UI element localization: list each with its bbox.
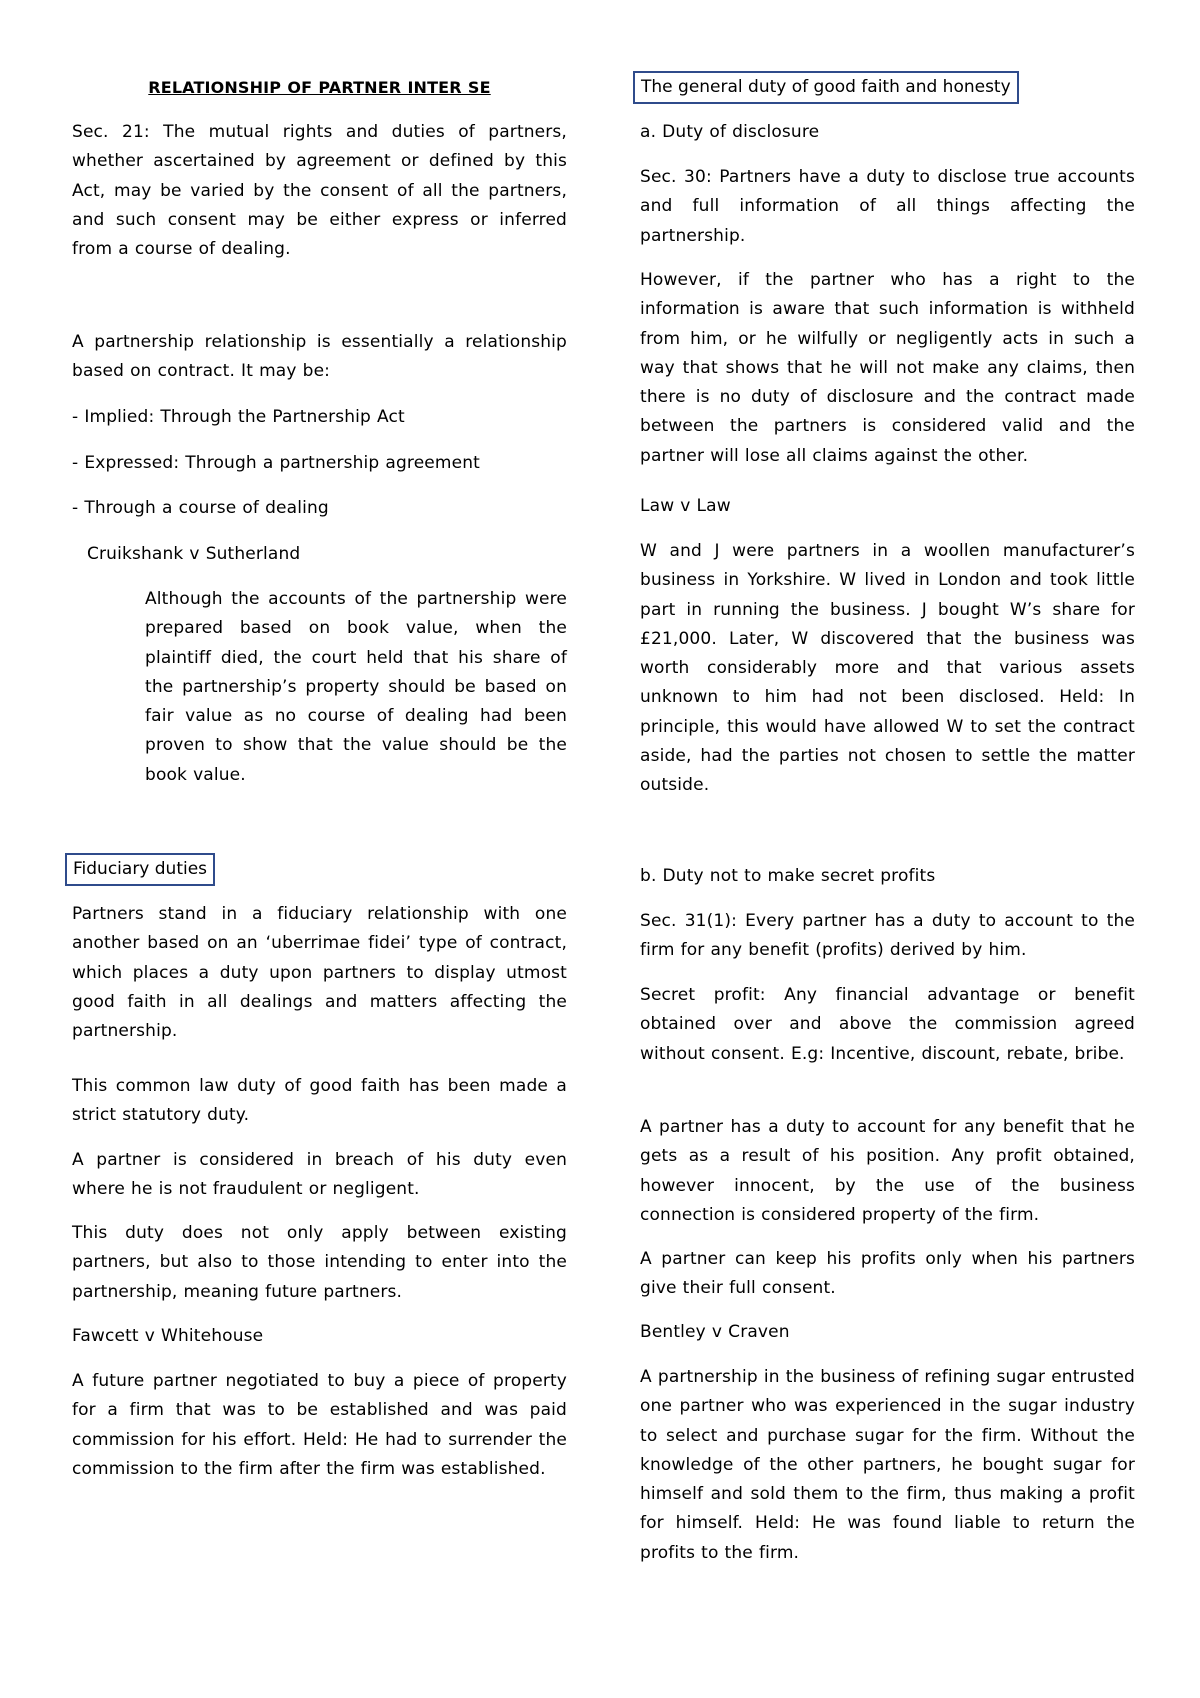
good-faith-heading: The general duty of good faith and honesty xyxy=(633,71,1019,104)
case-text-law-v-law: W and J were partners in a woollen manufacturer’s business in Yorkshire. W lived in London and took little part in running the business. J bought W’s share for £21,000. Later, W discovered that the business was worth considerably more and that various assets unknown to him had not been disclosed. Held: In principle, this would have allowed W to set the contract aside, had the parties not chosen to settle the matter outside. xyxy=(640,541,1135,796)
secret-profits-subheading: b. Duty not to make secret profits xyxy=(640,866,936,886)
fiduciary-paragraph-1: Partners stand in a fiduciary relationship with one another based on an ‘uberrimae fidei’ type of contract, which places a duty upon partners to display utmost good faith in all dealings and matters affecting the partnership. xyxy=(72,904,567,1042)
however-paragraph: However, if the partner who has a right to the information is aware that such information is withheld from him, or he wilfully or negligently acts in such a way that shows that he will not make any claims, then there is no duty of disclosure and the contract made between the partners is considered valid and the partner will lose all claims against the other. xyxy=(640,270,1135,466)
secret-profit-definition: Secret profit: Any financial advantage or benefit obtained over and above the commission agreed without consent. E.g: Incentive, discount, rebate, bribe. xyxy=(640,985,1135,1064)
case-name-law-v-law: Law v Law xyxy=(640,496,731,516)
page-title: RELATIONSHIP OF PARTNER INTER SE xyxy=(148,78,491,97)
duty-of-disclosure-subheading: a. Duty of disclosure xyxy=(640,122,820,142)
sec21-paragraph: Sec. 21: The mutual rights and duties of partners, whether ascertained by agreement or defined by this Act, may be varied by the consent of all the partners, and such consent may be either express or inferred from a course of dealing. xyxy=(72,122,567,260)
account-duty-paragraph: A partner has a duty to account for any benefit that he gets as a result of his position. Any profit obtained, however innocent, by the use of the business connection is considered property of the firm. xyxy=(640,1117,1135,1225)
fiduciary-paragraph-2: This common law duty of good faith has been made a strict statutory duty. xyxy=(72,1076,567,1126)
case-text-cruikshank: Although the accounts of the partnership were prepared based on book value, when the plaintiff died, the court held that his share of the partnership’s property should be based on fair value as no course of dealing had been proven to show that the value should be the book value. xyxy=(145,589,567,785)
case-text-fawcett: A future partner negotiated to buy a piece of property for a firm that was to be established and was paid commission for his effort. Held: He had to surrender the commission to the firm after the firm was established. xyxy=(72,1371,567,1479)
case-name-bentley: Bentley v Craven xyxy=(640,1322,790,1342)
sec31-paragraph: Sec. 31(1): Every partner has a duty to account to the firm for any benefit (profits) derived by him. xyxy=(640,911,1135,961)
contract-intro-paragraph: A partnership relationship is essentially a relationship based on contract. It may be: xyxy=(72,332,567,382)
bullet-course-of-dealing: - Through a course of dealing xyxy=(72,498,329,518)
fiduciary-duties-heading: Fiduciary duties xyxy=(65,853,215,886)
fiduciary-paragraph-3: A partner is considered in breach of his duty even where he is not fraudulent or negligent. xyxy=(72,1150,567,1200)
fiduciary-paragraph-4: This duty does not only apply between existing partners, but also to those intending to enter into the partnership, meaning future partners. xyxy=(72,1223,567,1302)
keep-profits-paragraph: A partner can keep his profits only when his partners give their full consent. xyxy=(640,1249,1135,1299)
case-text-bentley: A partnership in the business of refining sugar entrusted one partner who was experienced in the sugar industry to select and purchase sugar for the firm. Without the knowledge of the other partners, he bought sugar for himself and sold them to the firm, thus making a profit for himself. Held: He was found liable to return the profits to the firm. xyxy=(640,1367,1135,1563)
bullet-expressed: - Expressed: Through a partnership agreement xyxy=(72,453,480,473)
bullet-implied: - Implied: Through the Partnership Act xyxy=(72,407,405,427)
case-name-fawcett: Fawcett v Whitehouse xyxy=(72,1326,264,1346)
case-name-cruikshank: Cruikshank v Sutherland xyxy=(87,544,301,564)
sec30-paragraph: Sec. 30: Partners have a duty to disclose true accounts and full information of all things affecting the partnership. xyxy=(640,167,1135,246)
